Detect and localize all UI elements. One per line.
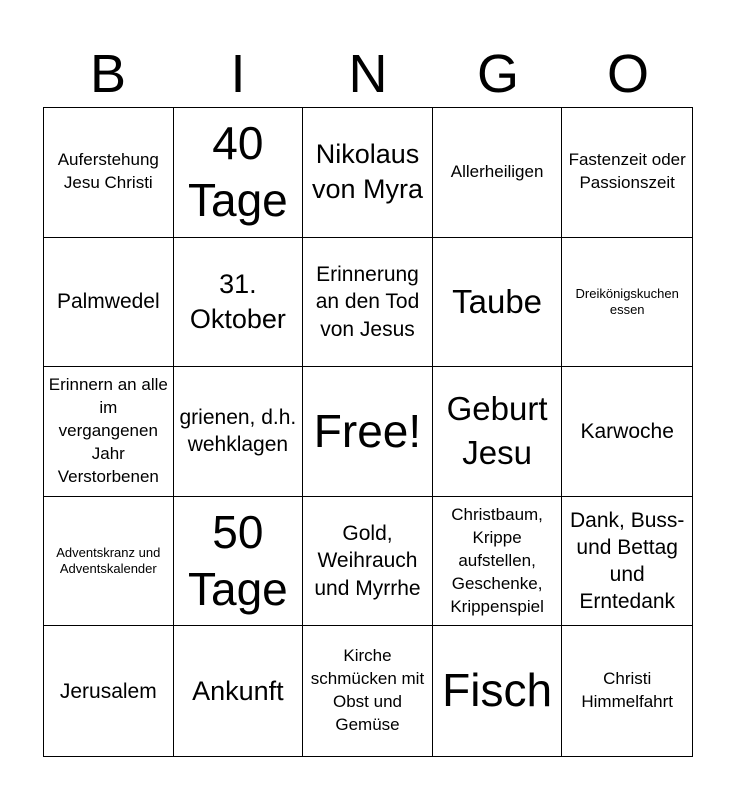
bingo-cell[interactable]: Karwoche	[562, 367, 692, 497]
bingo-cell[interactable]: Allerheiligen	[433, 108, 563, 238]
bingo-cell[interactable]: Geburt Jesu	[433, 367, 563, 497]
bingo-cell[interactable]: Erinnern an alle im vergangenen Jahr Verstorbenen	[44, 367, 174, 497]
bingo-cell[interactable]: Fastenzeit oder Passionszeit	[562, 108, 692, 238]
bingo-cell[interactable]: Fisch	[433, 626, 563, 756]
header-letter-n: N	[348, 44, 388, 104]
bingo-cell[interactable]: Nikolaus von Myra	[303, 108, 433, 238]
bingo-cell[interactable]: Taube	[433, 238, 563, 368]
bingo-cell[interactable]: Christbaum, Krippe aufstellen, Geschenke, Krippenspiel	[433, 497, 563, 627]
bingo-cell[interactable]: Erinnerung an den Tod von Jesus	[303, 238, 433, 368]
bingo-header	[43, 40, 693, 108]
bingo-cell[interactable]: Dreikönigskuchen essen	[562, 238, 692, 368]
bingo-board	[43, 107, 693, 757]
bingo-cell[interactable]: Gold, Weihrauch und Myrrhe	[303, 497, 433, 627]
bingo-cell[interactable]: 50 Tage	[174, 497, 304, 627]
bingo-cell[interactable]: Palmwedel	[44, 238, 174, 368]
header-letter-o: O	[606, 44, 649, 104]
bingo-cell[interactable]: Auferstehung Jesu Christi	[44, 108, 174, 238]
bingo-cell[interactable]: Adventskranz und Adventskalender	[44, 497, 174, 627]
bingo-free-cell[interactable]: Free!	[303, 367, 433, 497]
bingo-cell[interactable]: 40 Tage	[174, 108, 304, 238]
header-letter-g: G	[476, 44, 519, 104]
bingo-cell[interactable]: 31. Oktober	[174, 238, 304, 368]
header-letter-i: I	[230, 44, 246, 104]
bingo-cell[interactable]: Ankunft	[174, 626, 304, 756]
bingo-cell[interactable]: grienen, d.h. wehklagen	[174, 367, 304, 497]
bingo-cell[interactable]: Jerusalem	[44, 626, 174, 756]
bingo-cell[interactable]: Kirche schmücken mit Obst und Gemüse	[303, 626, 433, 756]
bingo-cell[interactable]: Christi Himmelfahrt	[581, 669, 673, 712]
header-letter-b: B	[89, 44, 127, 104]
bingo-cell[interactable]: Dank, Buss- und Bettag und Erntedank	[562, 497, 692, 627]
